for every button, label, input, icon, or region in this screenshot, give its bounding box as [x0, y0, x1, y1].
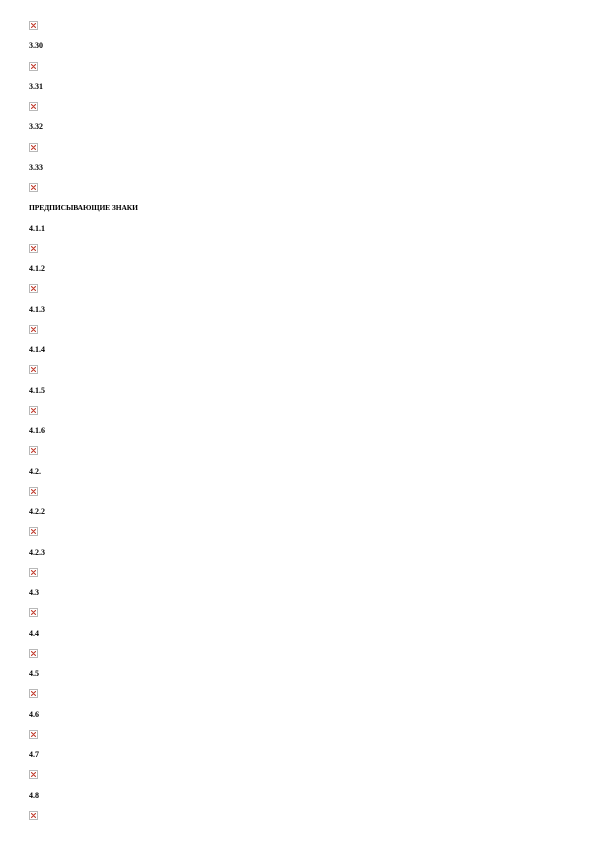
broken-image-icon — [29, 527, 38, 536]
broken-image-icon — [29, 770, 38, 779]
broken-image-icon — [29, 102, 38, 111]
sign-number-label: 4.7 — [29, 750, 39, 759]
sign-number-label: 4.2.2 — [29, 507, 45, 516]
broken-image-icon — [29, 365, 38, 374]
sign-number-label: 4.1.6 — [29, 426, 45, 435]
broken-image-icon — [29, 62, 38, 71]
broken-image-icon — [29, 325, 38, 334]
sign-number-label: 4.1.1 — [29, 224, 45, 233]
sign-number-label: 4.4 — [29, 629, 39, 638]
broken-image-icon — [29, 568, 38, 577]
broken-image-icon — [29, 689, 38, 698]
broken-image-icon — [29, 406, 38, 415]
sign-number-label: 4.3 — [29, 588, 39, 597]
sign-number-label: 4.8 — [29, 791, 39, 800]
broken-image-icon — [29, 284, 38, 293]
sign-number-label: 4.1.4 — [29, 345, 45, 354]
sign-number-label: 3.33 — [29, 163, 43, 172]
sign-number-label: 4.2. — [29, 467, 41, 476]
sign-number-label: 4.6 — [29, 710, 39, 719]
broken-image-icon — [29, 608, 38, 617]
sign-number-label: 3.32 — [29, 122, 43, 131]
broken-image-icon — [29, 143, 38, 152]
sign-number-label: 3.31 — [29, 82, 43, 91]
sign-number-label: 4.1.2 — [29, 264, 45, 273]
broken-image-icon — [29, 487, 38, 496]
broken-image-icon — [29, 244, 38, 253]
sign-number-label: 4.1.3 — [29, 305, 45, 314]
broken-image-icon — [29, 446, 38, 455]
sign-number-label: 4.5 — [29, 669, 39, 678]
section-heading: ПРЕДПИСЫВАЮЩИЕ ЗНАКИ — [29, 203, 138, 212]
broken-image-icon — [29, 649, 38, 658]
broken-image-icon — [29, 21, 38, 30]
sign-number-label: 4.2.3 — [29, 548, 45, 557]
sign-number-label: 3.30 — [29, 41, 43, 50]
broken-image-icon — [29, 730, 38, 739]
sign-number-label: 4.1.5 — [29, 386, 45, 395]
broken-image-icon — [29, 811, 38, 820]
broken-image-icon — [29, 183, 38, 192]
